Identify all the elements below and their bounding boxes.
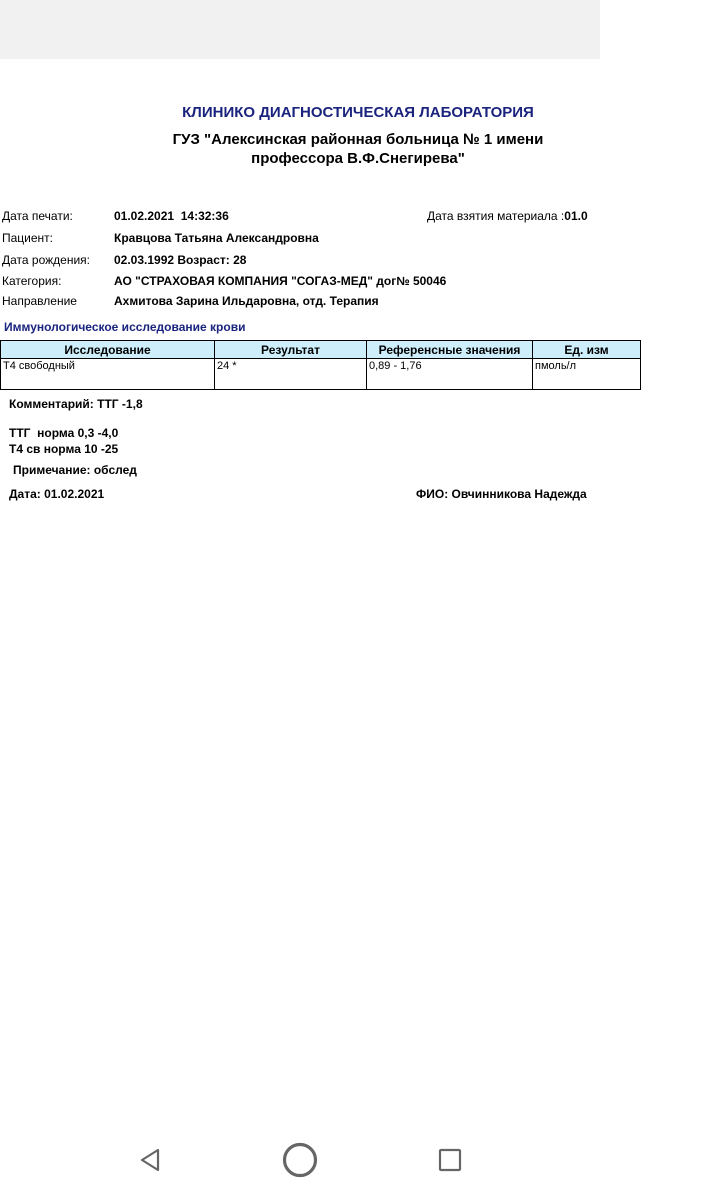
category-value: АО "СТРАХОВАЯ КОМПАНИЯ "СОГАЗ-МЕД" дог№ 50046 — [114, 274, 447, 288]
lab-report-document — [0, 59, 609, 1120]
system-nav-bar — [0, 1120, 600, 1198]
home-button[interactable] — [280, 1140, 320, 1180]
cell-test: Т4 свободный — [1, 359, 215, 390]
back-button[interactable] — [130, 1140, 170, 1180]
footer-fio: ФИО: Овчинникова Надежда — [416, 487, 587, 501]
results-table — [0, 340, 641, 390]
norm-t4: Т4 св норма 10 -25 — [9, 442, 119, 456]
sample-date-value: 01.0 — [564, 209, 588, 223]
top-toolbar — [0, 0, 600, 59]
header-test: Исследование — [1, 341, 215, 359]
hospital-name-line1: ГУЗ "Алексинская районная больница № 1 имени — [172, 131, 544, 148]
header-reference: Референсные значения — [367, 341, 533, 359]
cell-result: 24 * — [215, 359, 367, 390]
patient-value: Кравцова Татьяна Александровна — [114, 231, 319, 245]
section-title: Иммунологическое исследование крови — [4, 320, 246, 334]
sample-date — [427, 209, 588, 223]
table-row — [1, 359, 641, 390]
print-date-label: Дата печати: — [2, 209, 73, 223]
patient-label: Пациент: — [2, 231, 54, 245]
recents-square-icon — [437, 1147, 463, 1173]
back-triangle-icon — [137, 1147, 163, 1173]
referral-value: Ахмитова Зарина Ильдаровна, отд. Терапия — [114, 294, 379, 308]
print-date-value: 01.02.2021 14:32:36 — [114, 209, 229, 223]
table-header-row — [1, 341, 641, 359]
birth-date-label: Дата рождения: — [2, 253, 90, 267]
comment: Комментарий: ТТГ -1,8 — [9, 397, 143, 411]
header-result: Результат — [215, 341, 367, 359]
category-label: Категория: — [2, 274, 62, 288]
recents-button[interactable] — [430, 1140, 470, 1180]
norm-ttg: ТТГ норма 0,3 -4,0 — [9, 426, 119, 440]
hospital-name-line2: профессора В.Ф.Снегирева" — [251, 150, 465, 167]
footer-date: Дата: 01.02.2021 — [9, 487, 105, 501]
referral-label: Направление — [2, 294, 77, 308]
home-circle-icon — [281, 1141, 319, 1179]
lab-title: КЛИНИКО ДИАГНОСТИЧЕСКАЯ ЛАБОРАТОРИЯ — [182, 104, 534, 121]
sample-date-label: Дата взятия материала : — [427, 209, 565, 223]
hospital-name — [0, 130, 716, 168]
note: Примечание: обслед — [13, 463, 137, 477]
cell-unit: пмоль/л — [533, 359, 641, 390]
header-unit: Ед. изм — [533, 341, 641, 359]
cell-reference: 0,89 - 1,76 — [367, 359, 533, 390]
birth-date-value: 02.03.1992 Возраст: 28 — [114, 253, 247, 267]
